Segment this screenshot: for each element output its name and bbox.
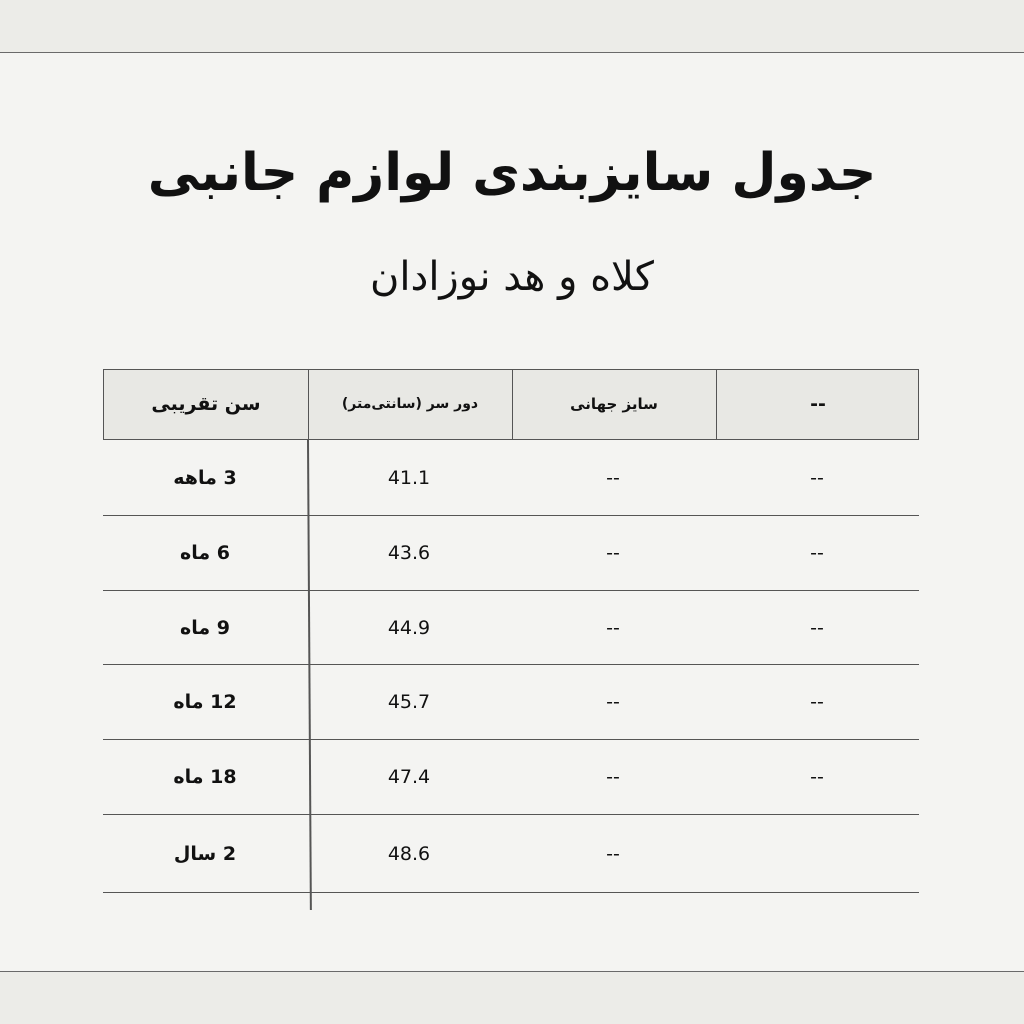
- head-circumference-cell: 43.6: [387, 542, 431, 564]
- extra-cell: --: [810, 617, 824, 639]
- header-extra: --: [810, 393, 826, 415]
- extra-cell: --: [810, 691, 824, 713]
- head-circumference-cell: 48.6: [387, 843, 431, 865]
- table-header: [103, 369, 919, 440]
- page-subtitle: کلاه و هد نوزادان: [370, 254, 654, 300]
- table-row: [103, 740, 919, 815]
- extra-cell: --: [810, 467, 824, 489]
- head-circumference-cell: 45.7: [387, 691, 431, 713]
- head-circumference-cell: 47.4: [387, 766, 431, 788]
- header-head-circumference: دور سر (سانتی‌متر): [341, 396, 479, 412]
- age-cell: 2 سال: [173, 843, 237, 865]
- international-size-cell: --: [606, 766, 620, 788]
- table-row: [103, 516, 919, 591]
- head-circumference-cell: 44.9: [387, 617, 431, 639]
- extra-cell: --: [810, 542, 824, 564]
- international-size-cell: --: [606, 691, 620, 713]
- age-cell: 12 ماه: [173, 691, 237, 713]
- international-size-cell: --: [606, 542, 620, 564]
- size-chart-card: [0, 52, 1024, 972]
- international-size-cell: --: [606, 843, 620, 865]
- age-cell: 18 ماه: [173, 766, 237, 788]
- table-row: [103, 665, 919, 740]
- age-cell: 6 ماه: [180, 542, 230, 564]
- page-title: جدول سایزبندی لوازم جانبی: [147, 143, 877, 203]
- head-circumference-cell: 41.1: [387, 467, 431, 489]
- header-approx-age: سن تقریبی: [151, 393, 261, 415]
- extra-cell: --: [810, 766, 824, 788]
- international-size-cell: --: [606, 467, 620, 489]
- age-cell: 3 ماهه: [173, 467, 237, 489]
- international-size-cell: --: [606, 617, 620, 639]
- row-separator: [103, 892, 919, 893]
- table-row: [103, 591, 919, 665]
- table-row: [103, 815, 919, 893]
- age-cell: 9 ماه: [180, 617, 230, 639]
- header-international-size: سایز جهانی: [570, 395, 658, 413]
- table-row: [103, 441, 919, 516]
